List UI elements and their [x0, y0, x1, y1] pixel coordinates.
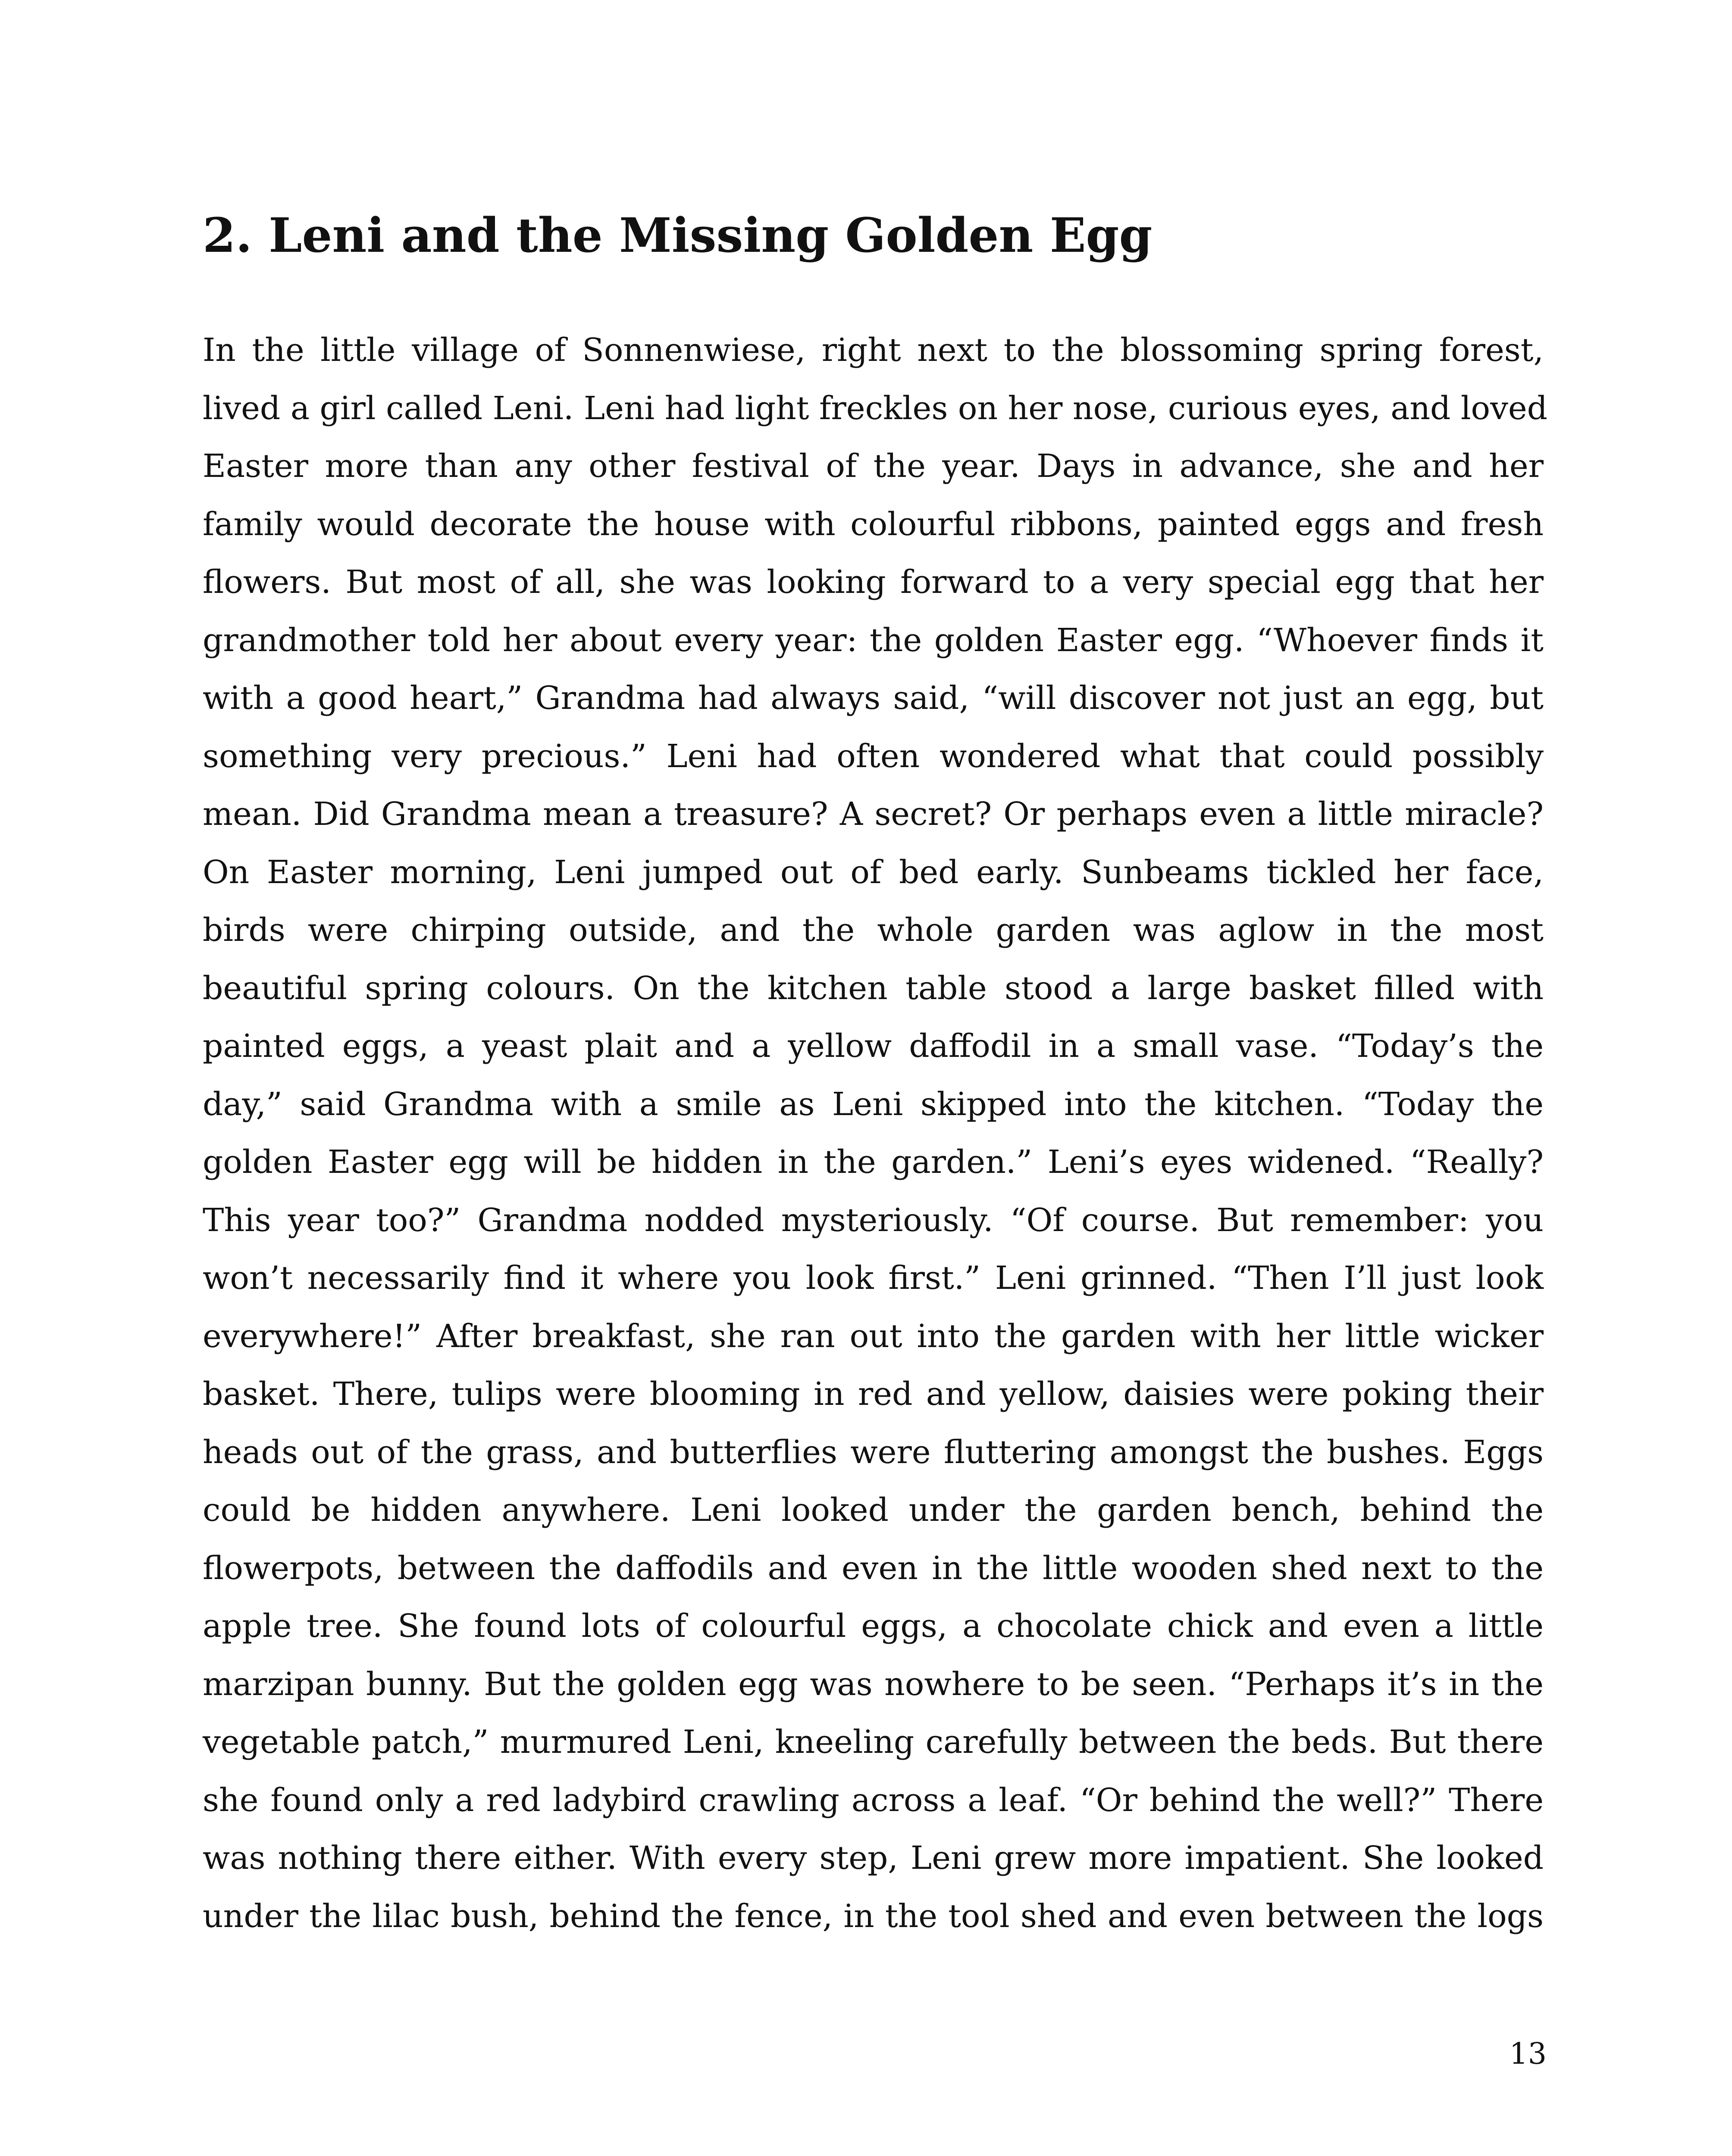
text-line: beautiful spring colours. On the kitchen table stood a large basket filled with	[203, 969, 1544, 1007]
text-line: vegetable patch,” murmured Leni, kneeling carefully between the beds. But there	[203, 1724, 1544, 1761]
text-line: day,” said Grandma with a smile as Leni skipped into the kitchen. “Today the	[203, 1085, 1544, 1123]
chapter-title: 2. Leni and the Missing Golden Egg	[203, 207, 1153, 263]
text-line: flowerpots, between the daffodils and even in the little wooden shed next to the	[203, 1549, 1544, 1587]
page-number: 13	[1509, 2037, 1547, 2071]
text-line: basket. There, tulips were blooming in red and yellow, daisies were poking their	[203, 1376, 1544, 1413]
text-line: mean. Did Grandma mean a treasure? A secret? Or perhaps even a little miracle?	[203, 796, 1544, 833]
text-line: something very precious.” Leni had often wondered what that could possibly	[203, 737, 1544, 775]
text-line: was nothing there either. With every step, Leni grew more impatient. She looked	[203, 1839, 1544, 1877]
text-line: apple tree. She found lots of colourful eggs, a chocolate chick and even a little	[203, 1608, 1544, 1645]
text-line: golden Easter egg will be hidden in the garden.” Leni’s eyes widened. “Really?	[203, 1144, 1544, 1181]
text-line: heads out of the grass, and butterflies were fluttering amongst the bushes. Eggs	[203, 1433, 1544, 1471]
text-line: could be hidden anywhere. Leni looked under the garden bench, behind the	[203, 1492, 1544, 1529]
text-line: family would decorate the house with colourful ribbons, painted eggs and fresh	[203, 505, 1544, 543]
text-line: Easter more than any other festival of the year. Days in advance, she and her	[203, 448, 1544, 485]
text-line: under the lilac bush, behind the fence, in the tool shed and even between the logs	[203, 1897, 1544, 1935]
text-line: with a good heart,” Grandma had always said, “will discover not just an egg, but	[203, 680, 1544, 717]
text-line: marzipan bunny. But the golden egg was nowhere to be seen. “Perhaps it’s in the	[203, 1665, 1544, 1703]
text-line: flowers. But most of all, she was looking forward to a very special egg that her	[203, 564, 1544, 601]
text-line: painted eggs, a yeast plait and a yellow daffodil in a small vase. “Today’s the	[203, 1028, 1544, 1065]
text-line: birds were chirping outside, and the whole garden was aglow in the most	[203, 912, 1544, 949]
text-line: lived a girl called Leni. Leni had light freckles on her nose, curious eyes, and loved	[203, 389, 1548, 427]
chapter-body	[203, 321, 1548, 1945]
text-line: she found only a red ladybird crawling across a leaf. “Or behind the well?” There	[203, 1781, 1544, 1819]
text-line: In the little village of Sonnenwiese, right next to the blossoming spring forest,	[203, 332, 1544, 369]
text-line: On Easter morning, Leni jumped out of bed early. Sunbeams tickled her face,	[203, 853, 1544, 891]
text-line: grandmother told her about every year: the golden Easter egg. “Whoever finds it	[203, 621, 1544, 659]
text-line: This year too?” Grandma nodded mysteriously. “Of course. But remember: you	[203, 1201, 1544, 1239]
text-line: won’t necessarily find it where you look first.” Leni grinned. “Then I’ll just look	[203, 1260, 1544, 1297]
text-line: everywhere!” After breakfast, she ran out into the garden with her little wicker	[203, 1317, 1544, 1355]
